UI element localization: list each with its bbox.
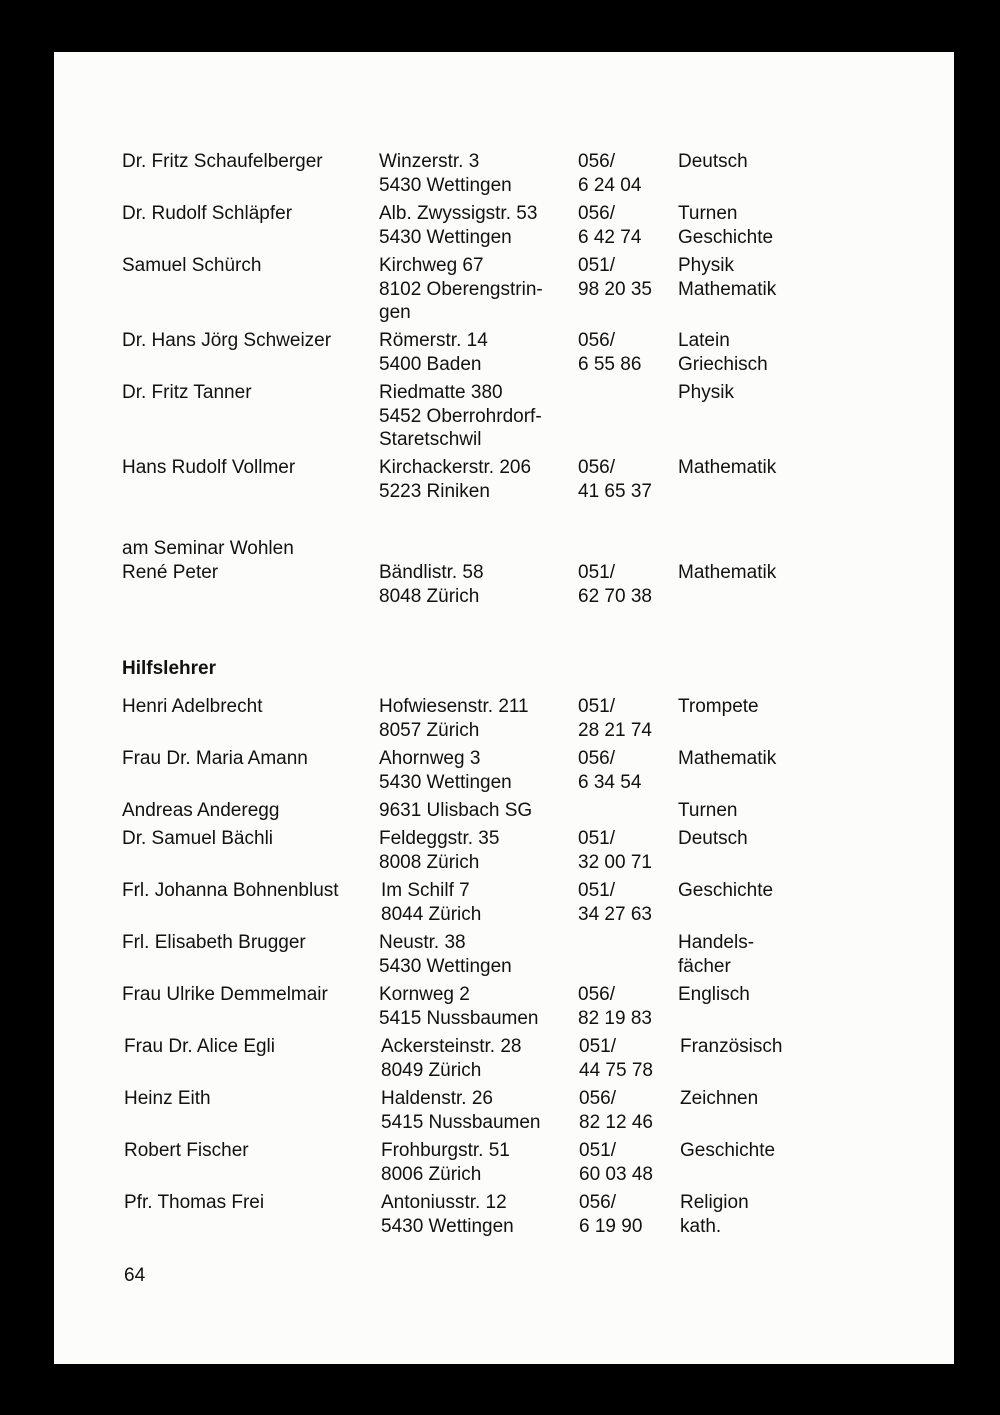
helper-name: Henri Adelbrecht [122, 696, 263, 717]
helper-name: Frau Dr. Alice Egli [124, 1036, 275, 1057]
helper-subjects: Mathematik [678, 748, 777, 769]
teacher-subjects: Turnen Geschichte [678, 203, 774, 248]
helper-subjects: Englisch [678, 984, 750, 1005]
teacher-name: Dr. Rudolf Schläpfer [122, 203, 293, 224]
teacher-subjects: Mathematik [678, 457, 777, 478]
helper-name: Frau Ulrike Demmelmair [122, 984, 328, 1005]
helper-phone: 056/ 82 12 46 [579, 1088, 653, 1133]
helper-address: Hofwiesenstr. 211 8057 Zürich [379, 696, 529, 741]
helper-phone: 056/ 6 34 54 [578, 748, 642, 793]
helper-address: Kornweg 2 5415 Nussbaumen [379, 984, 539, 1029]
helper-address: Frohburgstr. 51 8006 Zürich [381, 1140, 510, 1185]
helper-phone: 051/ 34 27 63 [578, 880, 652, 925]
teacher-address: Alb. Zwyssigstr. 53 5430 Wettingen [379, 203, 538, 248]
teacher-address: Bändlistr. 58 8048 Zürich [379, 562, 484, 607]
helper-name: Andreas Anderegg [122, 800, 280, 821]
helper-address: Feldeggstr. 35 8008 Zürich [379, 828, 500, 873]
helper-name: Frl. Elisabeth Brugger [122, 932, 306, 953]
helper-subjects: Trompete [678, 696, 759, 717]
teacher-name: Dr. Fritz Tanner [122, 382, 252, 403]
helper-phone: 056/ 82 19 83 [578, 984, 652, 1029]
teacher-address: Kirchweg 67 8102 Oberengstrin- gen [379, 255, 543, 323]
page-number: 64 [124, 1265, 146, 1286]
helper-name: Heinz Eith [124, 1088, 211, 1109]
teacher-subjects: Physik [678, 382, 734, 403]
helper-subjects: Deutsch [678, 828, 748, 849]
teacher-subjects: Mathematik [678, 562, 777, 583]
seminar-label: am Seminar Wohlen [122, 538, 294, 559]
teacher-phone: 051/ 62 70 38 [578, 562, 652, 607]
helper-subjects: Handels- fächer [678, 932, 755, 977]
helper-name: Dr. Samuel Bächli [122, 828, 274, 849]
helper-address: Haldenstr. 26 5415 Nussbaumen [381, 1088, 541, 1133]
helper-phone: 051/ 60 03 48 [579, 1140, 653, 1185]
teacher-name: Dr. Hans Jörg Schweizer [122, 330, 332, 351]
teacher-subjects: Deutsch [678, 151, 748, 172]
teacher-phone: 056/ 41 65 37 [578, 457, 652, 502]
teacher-address: Kirchackerstr. 206 5223 Riniken [379, 457, 532, 502]
helper-subjects: Geschichte [680, 1140, 776, 1161]
helper-address: Antoniusstr. 12 5430 Wettingen [381, 1192, 514, 1237]
helper-address: Neustr. 38 5430 Wettingen [379, 932, 512, 977]
teacher-name: Hans Rudolf Vollmer [122, 457, 296, 478]
helper-subjects: Geschichte [678, 880, 774, 901]
helper-name: Robert Fischer [124, 1140, 249, 1161]
teacher-name: René Peter [122, 562, 219, 583]
teacher-phone: 056/ 6 42 74 [578, 203, 642, 248]
helper-address: Im Schilf 7 8044 Zürich [381, 880, 482, 925]
helper-subjects: Zeichnen [680, 1088, 759, 1109]
helper-phone: 056/ 6 19 90 [579, 1192, 643, 1237]
teacher-name: Dr. Fritz Schaufelberger [122, 151, 323, 172]
helper-subjects: Turnen [678, 800, 738, 821]
teacher-phone: 056/ 6 24 04 [578, 151, 642, 196]
teacher-phone: 051/ 98 20 35 [578, 255, 652, 300]
helper-name: Pfr. Thomas Frei [124, 1192, 265, 1213]
teacher-name: Samuel Schürch [122, 255, 262, 276]
helper-subjects: Religion kath. [680, 1192, 749, 1237]
helper-address: Ahornweg 3 5430 Wettingen [379, 748, 512, 793]
helper-phone: 051/ 28 21 74 [578, 696, 652, 741]
teacher-subjects: Physik Mathematik [678, 255, 777, 300]
teacher-address: Winzerstr. 3 5430 Wettingen [379, 151, 512, 196]
document-page [54, 52, 954, 1364]
helper-subjects: Französisch [680, 1036, 783, 1057]
helper-phone: 051/ 32 00 71 [578, 828, 652, 873]
teacher-address: Römerstr. 14 5400 Baden [379, 330, 488, 375]
teacher-phone: 056/ 6 55 86 [578, 330, 642, 375]
helper-name: Frau Dr. Maria Amann [122, 748, 308, 769]
teacher-address: Riedmatte 380 5452 Oberrohrdorf- Staretschwil [379, 382, 542, 450]
helper-address: Ackersteinstr. 28 8049 Zürich [381, 1036, 522, 1081]
helper-address: 9631 Ulisbach SG [379, 800, 533, 821]
teacher-subjects: Latein Griechisch [678, 330, 768, 375]
helper-name: Frl. Johanna Bohnenblust [122, 880, 339, 901]
helper-phone: 051/ 44 75 78 [579, 1036, 653, 1081]
section-heading: Hilfslehrer [122, 658, 216, 679]
